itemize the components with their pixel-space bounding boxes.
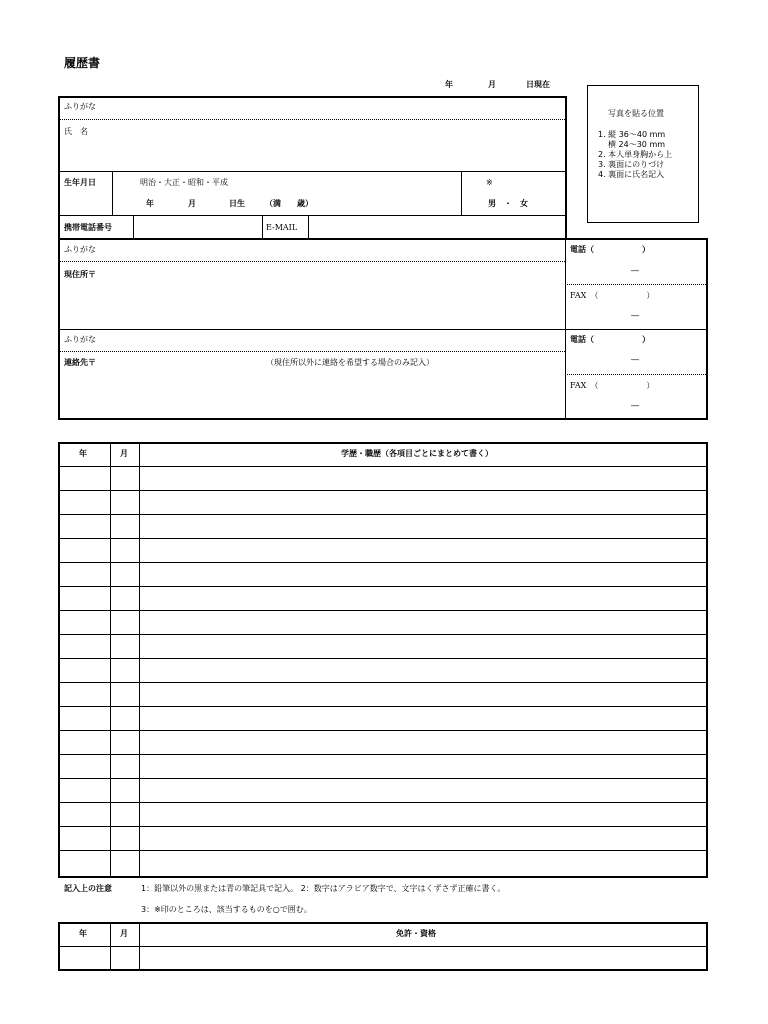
photo-line-2: 横 24～30 mm: [608, 140, 666, 149]
history-row[interactable]: [60, 611, 706, 633]
date-month: 月: [488, 80, 496, 89]
current-tel-label[interactable]: 電話（ ）: [570, 245, 650, 254]
furigana-label: ふりがな: [64, 102, 96, 111]
history-col-content: 学歴・職歴（各項目ごとにまとめて書く）: [341, 449, 493, 458]
photo-line-4: 3. 裏面にのりづけ: [598, 160, 665, 169]
contact-tel-label[interactable]: 電話（ ）: [570, 335, 650, 344]
history-col-month: 月: [120, 449, 128, 458]
history-row[interactable]: [60, 515, 706, 537]
date-day: 日現在: [526, 80, 550, 89]
history-row[interactable]: [60, 539, 706, 561]
birthdate-label: 生年月日: [64, 178, 96, 187]
contact-address-input[interactable]: [64, 354, 559, 416]
current-fax-label[interactable]: FAX （ ）: [570, 291, 655, 300]
history-row[interactable]: [60, 755, 706, 777]
history-row[interactable]: [60, 467, 706, 489]
history-row[interactable]: [60, 779, 706, 801]
mobile-input[interactable]: [135, 217, 260, 238]
history-row[interactable]: [60, 563, 706, 585]
date-year: 年: [445, 80, 453, 89]
name-input[interactable]: [120, 122, 560, 168]
history-row[interactable]: [60, 491, 706, 513]
photo-line-5: 4. 裏面に氏名記入: [598, 170, 665, 179]
license-col-content: 免許・資格: [396, 929, 436, 938]
photo-title: 写真を貼る位置: [608, 109, 664, 118]
history-row[interactable]: [60, 587, 706, 609]
photo-box[interactable]: [587, 85, 699, 223]
license-row-input[interactable]: [60, 948, 706, 969]
photo-line-3: 2. 本人単身胸から上: [598, 150, 673, 159]
age-field: （満 歳）: [265, 199, 313, 208]
contact-fax-label[interactable]: FAX （ ）: [570, 381, 655, 390]
contact-tel-dash: ―: [631, 355, 639, 364]
current-fax-dash: ―: [631, 311, 639, 320]
email-input[interactable]: [310, 217, 565, 238]
license-col-month: 月: [120, 929, 128, 938]
era-options[interactable]: 明治・大正・昭和・平成: [140, 178, 228, 187]
contact-address-note: （現住所以外に連絡を希望する場合のみ記入）: [266, 358, 434, 367]
furigana-input[interactable]: [120, 99, 560, 117]
page-title: 履歴書: [64, 56, 101, 70]
history-row[interactable]: [60, 707, 706, 729]
notes-line-2: 3：※印のところは、該当するものを○で囲む。: [141, 905, 312, 914]
contact-address-label: 連絡先〒: [64, 358, 96, 367]
birth-day: 日生: [229, 199, 245, 208]
notes-label: 記入上の注意: [64, 884, 112, 893]
mark-symbol: ※: [486, 178, 493, 187]
current-address-label: 現住所〒: [64, 270, 96, 279]
mobile-label: 携帯電話番号: [64, 223, 112, 232]
license-col-year: 年: [79, 929, 87, 938]
photo-line-1: 1. 縦 36～40 mm: [598, 130, 666, 139]
history-row[interactable]: [60, 827, 706, 849]
birth-month: 月: [188, 199, 196, 208]
gender-options[interactable]: 男 ・ 女: [488, 199, 528, 208]
birth-year: 年: [146, 199, 154, 208]
name-label: 氏 名: [64, 127, 88, 136]
contact-furigana-label: ふりがな: [64, 335, 96, 344]
history-row[interactable]: [60, 803, 706, 825]
contact-fax-dash: ―: [631, 401, 639, 410]
history-row[interactable]: [60, 731, 706, 753]
current-tel-dash: ―: [631, 266, 639, 275]
address-furigana-label: ふりがな: [64, 245, 96, 254]
history-row[interactable]: [60, 635, 706, 657]
notes-line-1: 1：鉛筆以外の黒または青の筆記具で記入。 2：数字はアラビア数字で、文字はくずさず正確に書く。: [141, 884, 506, 893]
current-address-input[interactable]: [64, 264, 559, 326]
history-row[interactable]: [60, 659, 706, 681]
email-label: E-MAIL: [266, 223, 298, 232]
history-row[interactable]: [60, 683, 706, 705]
history-row-line: [58, 850, 708, 851]
history-col-year: 年: [79, 449, 87, 458]
